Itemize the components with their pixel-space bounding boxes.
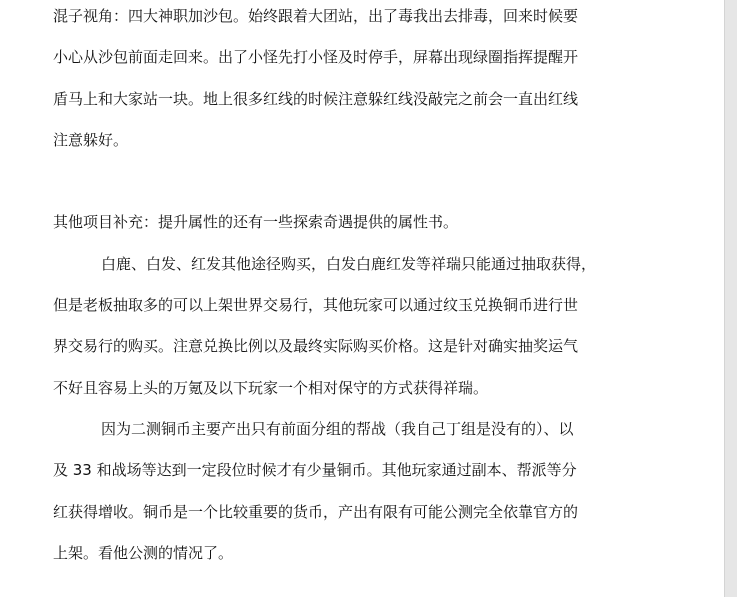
paragraph-melee-perspective (53, 0, 609, 161)
text-line: 白鹿、白发、红发其他途径购买，白发白鹿红发等祥瑞只能通过抽取获得， (101, 254, 597, 273)
blank-line (53, 161, 609, 202)
text-line: 界交易行的购买。注意兑换比例以及最终实际购买价格。这是针对确实抽奖运气 (53, 337, 579, 356)
text-line: 注意躲好。 (53, 130, 129, 149)
paragraph-copper-coins (53, 409, 609, 574)
text-line: 混子视角：四大神职加沙包。始终跟着大团站，出了毒我出去排毒，回来时候要 (53, 7, 579, 25)
document-body (53, 0, 609, 574)
text-line: 但是老板抽取多的可以上架世界交易行，其他玩家可以通过纹玉兑换铜币进行世 (53, 296, 579, 315)
text-line: 不好且容易上头的万氪及以下玩家一个相对保守的方式获得祥瑞。 (53, 378, 489, 397)
text-line: 其他项目补充：提升属性的还有一些探索奇遇提供的属性书。 (53, 213, 459, 232)
vertical-scrollbar[interactable] (724, 0, 737, 597)
text-line: 因为二测铜币主要产出只有前面分组的帮战（我自己丁组是没有的）、以 (101, 419, 574, 438)
text-line: 红获得增收。铜币是一个比较重要的货币，产出有限有可能公测完全依靠官方的 (53, 502, 579, 521)
paragraph-mounts (53, 244, 609, 409)
text-line: 及 33 和战场等达到一定段位时候才有少量铜币。其他玩家通过副本、帮派等分 (53, 461, 577, 480)
text-line: 小心从沙包前面走回来。出了小怪先打小怪及时停手，屏幕出现绿圈指挥提醒开 (53, 48, 579, 67)
text-line: 上架。看他公测的情况了。 (53, 543, 234, 562)
paragraph-other-items (53, 202, 609, 243)
text-line: 盾马上和大家站一块。地上很多红线的时候注意躲红线没敲完之前会一直出红线 (53, 89, 579, 108)
